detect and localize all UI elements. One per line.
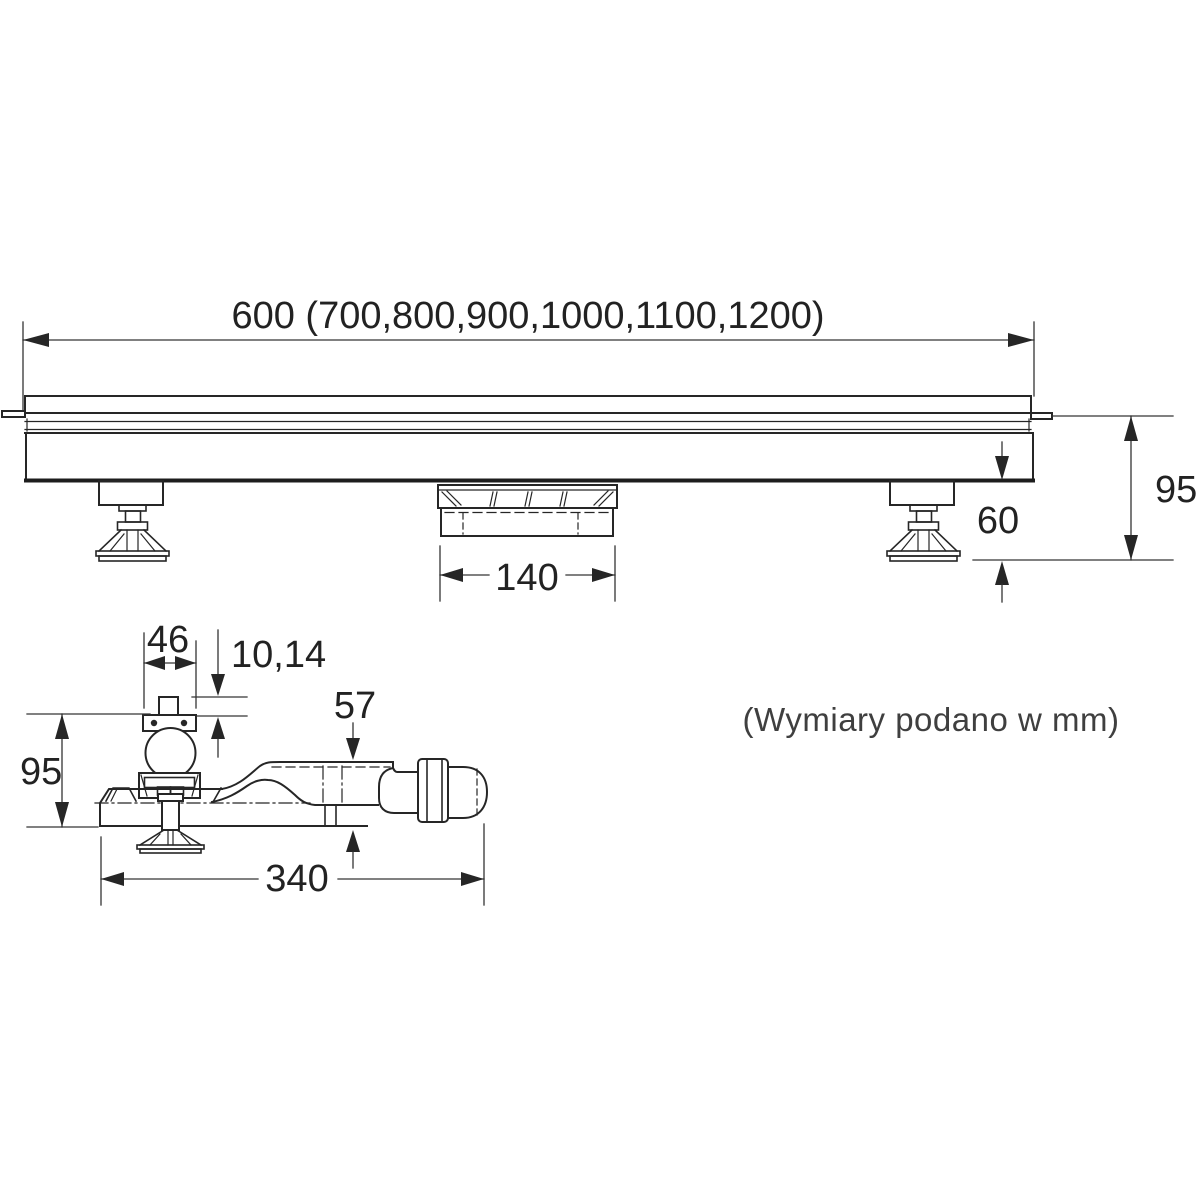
dimension-side-height <box>20 714 150 827</box>
channel-rail <box>2 396 1052 433</box>
arrow-down-icon <box>55 802 69 827</box>
outlet-trap-body <box>212 762 393 826</box>
arrow-up-icon <box>346 830 360 852</box>
arrow-down-icon <box>995 456 1009 480</box>
dimension-foot-clearance <box>977 442 1019 602</box>
channel-tray <box>95 788 367 826</box>
arrow-up-icon <box>995 561 1009 585</box>
arrow-right-icon <box>1008 333 1034 347</box>
foot-clearance-label: 60 <box>976 500 1020 542</box>
pipe-connector <box>379 759 487 822</box>
dimension-overall-length <box>23 295 1034 410</box>
arrow-right-icon <box>592 568 615 582</box>
adjustable-foot-left <box>96 481 169 561</box>
arrow-left-icon <box>101 872 124 886</box>
installation-height-label: 95 <box>1155 469 1198 511</box>
side-view <box>20 619 487 905</box>
adapter-width-label: 46 <box>146 619 190 661</box>
adjustable-foot-right <box>887 481 960 561</box>
arrow-left-icon <box>440 568 463 582</box>
units-note: (Wymiary podano w mm) <box>742 701 1120 738</box>
arrow-down-icon <box>211 674 225 696</box>
adjustment-knob <box>159 697 178 715</box>
arrow-up-icon <box>211 717 225 739</box>
flange-lip-right <box>1031 413 1052 419</box>
side-length-label: 340 <box>265 858 329 900</box>
flange-lip-left <box>2 411 25 417</box>
side-height-label: 95 <box>20 751 63 793</box>
odour-trap-box <box>438 485 617 536</box>
arrow-up-icon <box>55 714 69 739</box>
arrow-down-icon <box>346 738 360 760</box>
dimension-adapter-width <box>144 619 196 708</box>
trap-width-label: 140 <box>495 557 559 599</box>
outlet-height-label: 57 <box>333 685 377 727</box>
arrow-down-icon <box>1124 535 1138 560</box>
channel-body <box>26 433 1033 481</box>
overall-length-label: 600 (700,800,900,1000,1100,1200) <box>231 295 825 337</box>
arrow-up-icon <box>1124 416 1138 441</box>
arrow-left-icon <box>23 333 49 347</box>
ball-joint <box>146 728 196 778</box>
dimension-outlet-height <box>334 685 376 868</box>
dimension-trap-width <box>440 546 615 601</box>
top-view <box>2 295 1197 602</box>
arrow-right-icon <box>461 872 484 886</box>
tile-thickness-label: 10,14 <box>231 634 327 676</box>
dimension-tile-thickness <box>192 630 326 757</box>
